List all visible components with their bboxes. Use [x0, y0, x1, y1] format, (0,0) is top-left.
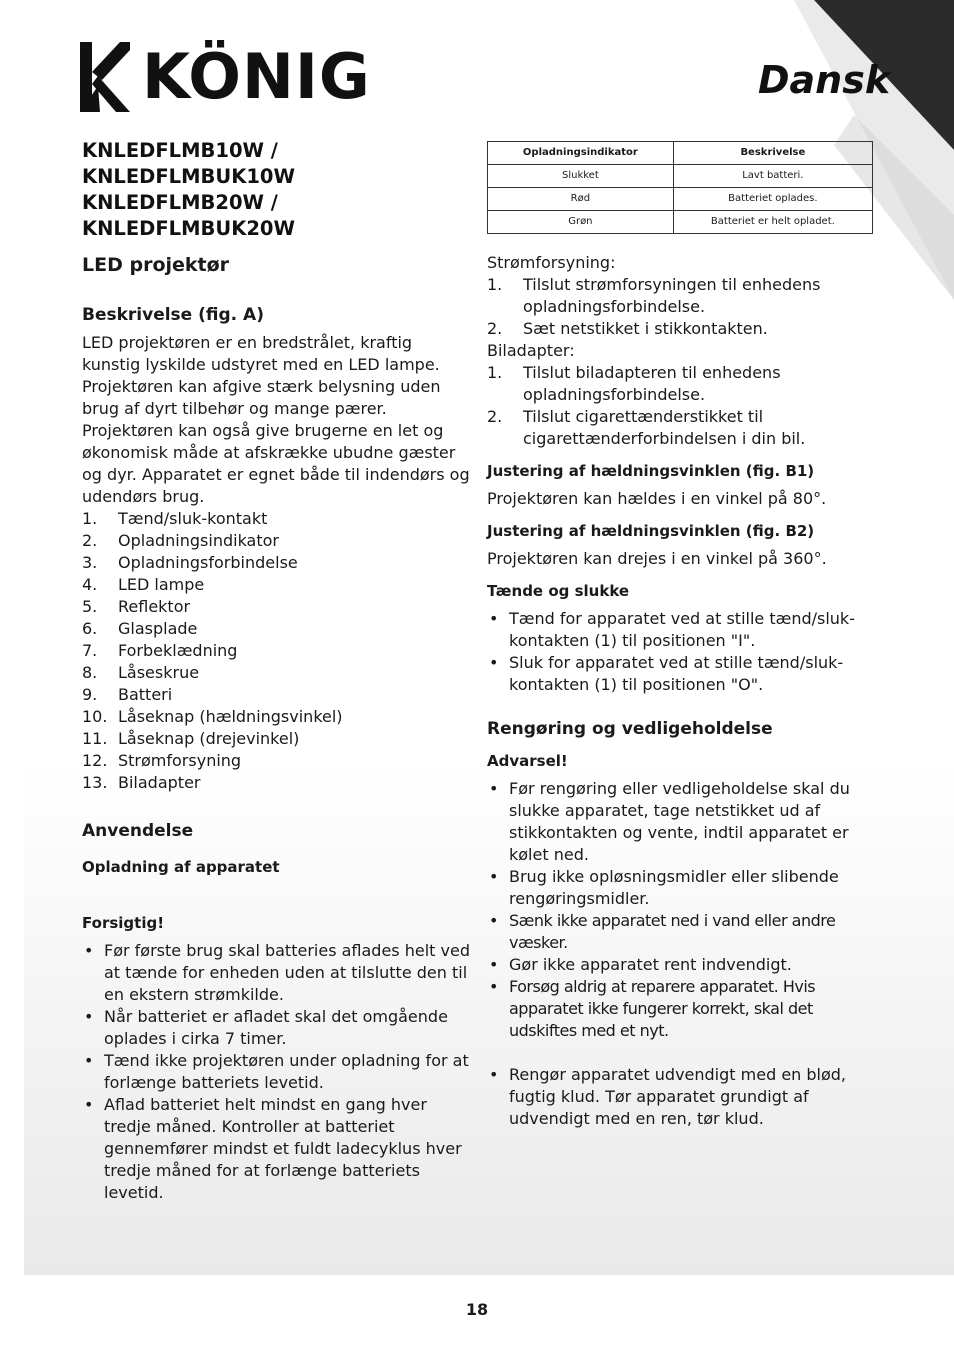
- parts-list: [82, 508, 472, 794]
- rotate-heading: Justering af hældningsvinklen (fig. B2): [487, 522, 815, 540]
- table-cell: Grøn: [488, 211, 674, 234]
- cleaning-list: [487, 1064, 877, 1130]
- table-header: Beskrivelse: [673, 142, 872, 165]
- list-item: 9. Batteri: [82, 685, 173, 704]
- list-item: 3. Opladningsforbindelse: [82, 553, 298, 572]
- product-title: LED projektør: [82, 254, 230, 276]
- list-item: • Sænk ikke apparatet ned i vand eller andre væsker.: [489, 911, 836, 952]
- list-item: 4. LED lampe: [82, 575, 205, 594]
- list-item: • Gør ikke apparatet rent indvendigt.: [489, 955, 792, 974]
- usage-heading: Anvendelse: [82, 821, 194, 841]
- list-item: 5. Reflektor: [82, 597, 191, 616]
- list-item: • Forsøg aldrig at reparere apparatet. Hvis apparatet ikke fungerer korrekt, skal det udskiftes med et nyt.: [489, 977, 816, 1040]
- list-item: • Før første brug skal batteries aflades helt ved at tænde for enheden uden at tilslutte den til en ekstern strømkilde.: [84, 941, 470, 1004]
- onoff-list: [487, 608, 877, 696]
- indicator-table: [487, 141, 873, 234]
- tilt-text: Projektøren kan hældes i en vinkel på 80°.: [487, 489, 827, 508]
- konig-logo: [80, 42, 371, 112]
- charging-heading: Opladning af apparatet: [82, 858, 280, 876]
- list-item: • Sluk for apparatet ved at stille tænd/sluk-kontakten (1) til positionen "O".: [489, 653, 844, 694]
- list-item: 12. Strømforsyning: [82, 751, 242, 770]
- list-item: 1. Tilslut strømforsyningen til enhedens opladningsforbindelse.: [487, 275, 821, 316]
- list-item: • Tænd for apparatet ved at stille tænd/sluk-kontakten (1) til positionen "I".: [489, 609, 855, 650]
- list-item: 2. Sæt netstikket i stikkontakten.: [487, 319, 768, 338]
- rotate-text: Projektøren kan drejes i en vinkel på 360°.: [487, 549, 827, 568]
- warning-list: [487, 778, 877, 1042]
- list-item: 7. Forbeklædning: [82, 641, 238, 660]
- description-text: LED projektøren er en bredstrålet, kraftig kunstig lyskilde udstyret med en LED lampe. Projektøren kan afgive stærk belysning uden brug af dyrt tilbehør og mange pærer. Projektøren kan også give brugerne en let og økonomisk måde at afskrække ubudne gæster og dyr. Apparatet er egnet både til indendørs og udendørs brug.: [82, 333, 470, 506]
- table-cell: Batteriet er helt opladet.: [673, 211, 872, 234]
- list-item: 2. Tilslut cigarettænderstikket til cigarettænderforbindelsen i din bil.: [487, 407, 806, 448]
- list-item: 8. Låseskrue: [82, 663, 200, 682]
- warning-heading: Advarsel!: [487, 752, 568, 770]
- right-column: [487, 141, 877, 1130]
- list-item: 11. Låseknap (drejevinkel): [82, 729, 300, 748]
- caution-list: [82, 940, 472, 1204]
- konig-k-mark-icon: [80, 42, 130, 112]
- list-item: 1. Tænd/sluk-kontakt: [82, 509, 268, 528]
- maintenance-heading: Rengøring og vedligeholdelse: [487, 719, 773, 739]
- caution-heading: Forsigtig!: [82, 914, 165, 932]
- list-item: • Aflad batteriet helt mindst en gang hver tredje måned. Kontroller at batteriet gennemfører mindst et fuldt ladecyklus hver tredje måned for at forlænge batteriets levetid.: [84, 1095, 462, 1202]
- list-item: • Før rengøring eller vedligeholdelse skal du slukke apparatet, tage netstikket ud af stikkontakten og vente, indtil apparatet er kølet ned.: [489, 779, 850, 864]
- table-cell: Batteriet oplades.: [673, 188, 872, 211]
- table-cell: Rød: [488, 188, 674, 211]
- model-line-1: KNLEDFLMB10W / KNLEDFLMBUK10W: [82, 139, 295, 188]
- description-heading: Beskrivelse (fig. A): [82, 305, 264, 325]
- list-item: • Når batteriet er afladet skal det omgående oplades i cirka 7 timer.: [84, 1007, 448, 1048]
- tilt-heading: Justering af hældningsvinklen (fig. B1): [487, 462, 815, 480]
- page-number: 18: [465, 1300, 489, 1319]
- car-adapter-steps: [487, 362, 877, 450]
- list-item: 10. Låseknap (hældningsvinkel): [82, 707, 343, 726]
- list-item: • Brug ikke opløsningsmidler eller slibende rengøringsmidler.: [489, 867, 839, 908]
- car-adapter-label: Biladapter:: [487, 341, 575, 360]
- list-item: 13. Biladapter: [82, 773, 201, 792]
- model-line-2: KNLEDFLMB20W / KNLEDFLMBUK20W: [82, 191, 295, 240]
- list-item: • Rengør apparatet udvendigt med en blød, fugtig klud. Tør apparatet grundigt af udvendigt med en ren, tør klud.: [489, 1065, 847, 1128]
- onoff-heading: Tænde og slukke: [487, 582, 630, 600]
- table-row: [488, 188, 873, 211]
- power-supply-label: Strømforsyning:: [487, 253, 616, 272]
- table-cell: Lavt batteri.: [673, 165, 872, 188]
- list-item: 6. Glasplade: [82, 619, 198, 638]
- power-supply-steps: [487, 274, 877, 340]
- table-row: [488, 211, 873, 234]
- table-header: Opladningsindikator: [488, 142, 674, 165]
- table-row: [488, 165, 873, 188]
- list-item: 1. Tilslut biladapteren til enhedens opladningsforbindelse.: [487, 363, 781, 404]
- logo-wordmark: KÖNIG: [142, 40, 371, 113]
- list-item: 2. Opladningsindikator: [82, 531, 279, 550]
- table-cell: Slukket: [488, 165, 674, 188]
- left-column: [82, 138, 472, 1204]
- language-label: Dansk: [758, 58, 891, 102]
- list-item: • Tænd ikke projektøren under opladning for at forlænge batteriets levetid.: [84, 1051, 469, 1092]
